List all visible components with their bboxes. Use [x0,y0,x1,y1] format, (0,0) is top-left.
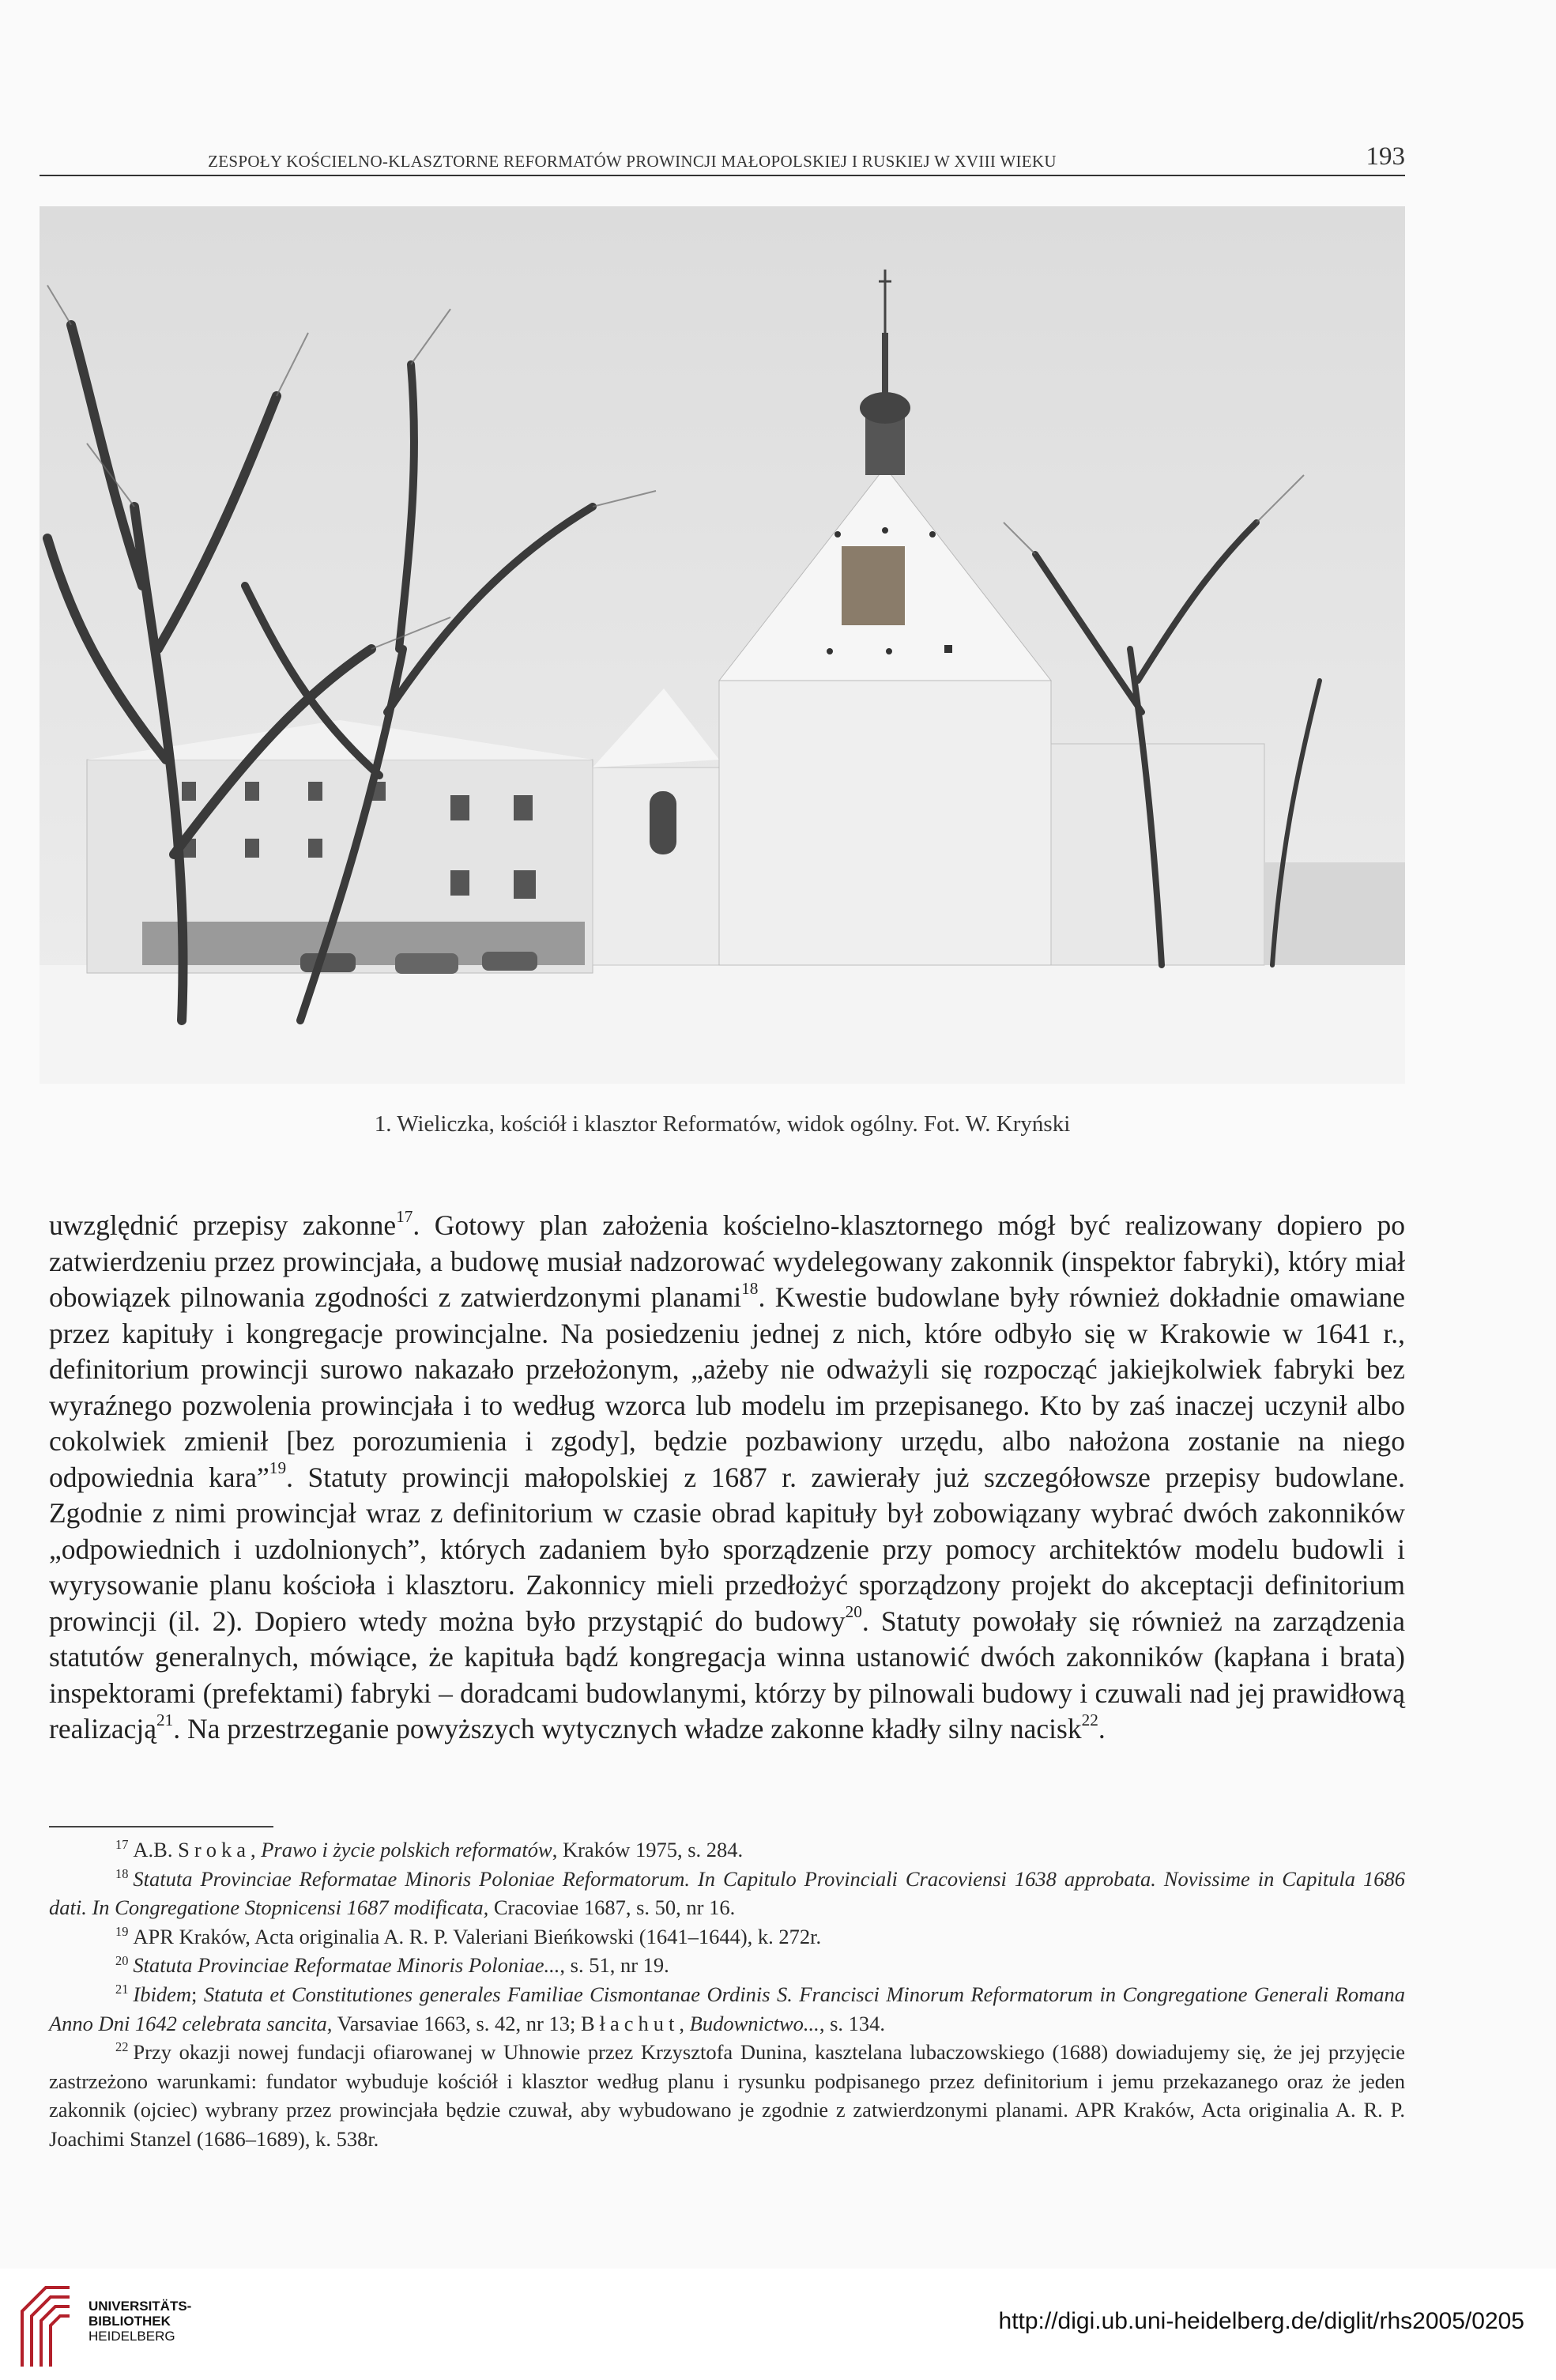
author-name: Błachut [580,2011,680,2035]
page-number: 193 [1366,142,1405,171]
running-title: ZESPOŁY KOŚCIELNO-KLASZTORNE REFORMATÓW PROWINCJI MAŁOPOLSKIEJ I RUSKIEJ W XVIII WIEKU [208,152,1057,171]
library-name [89,2299,191,2344]
footnote-ref: 20 [845,1602,862,1622]
footnote-title: Ibidem [133,1982,192,2006]
body-segment: . Statuty prowincji małopolskiej z 1687 r. zawierały już szczegółowsze przepisy budowlane. Zgodnie z nimi prowincjał wraz z definitorium w czasie obrad kapituły był zobowiązany wybrać dwóch zakonników „odpowiednich i uzdolnionych”, których zadaniem było sporządzenie przy pomocy architektów modelu budowli i wyrysowanie planu kościoła i klasztoru. Zakonnicy mieli przedłożyć sporządzony projekt do akceptacji definitorium prowincji (il. 2). Dopiero wtedy można było przystąpić do budowy [49,1461,1405,1637]
footnote-20 [49,1951,1405,1980]
body-segment: . Na przestrzeganie powyższych wytycznych władze zakonne kładły silny nacisk [173,1713,1082,1744]
library-name-line: HEIDELBERG [89,2329,175,2344]
footnote-ref: 18 [741,1278,759,1298]
figure-caption: 1. Wieliczka, kościół i klasztor Reformatów, widok ogólny. Fot. W. Kryński [374,1111,1071,1137]
footnote-text: ; [191,1982,204,2006]
footnote-ref: 17 [396,1206,413,1226]
footnote-number: 20 [115,1952,129,1968]
footnote-title: Statuta Provinciae Reformatae Minoris Poloniae... [133,1953,560,1978]
footnote-text: A.B. [133,1838,179,1861]
footnote-number: 18 [115,1865,129,1881]
footnote-text: APR Kraków, Acta originalia A. R. P. Valeriani Bieńkowski (1641–1644), k. 272r. [133,1924,822,1948]
footnote-text: , [679,2011,690,2035]
library-name-line: UNIVERSITÄTS- [89,2299,192,2314]
footnote-title: Budownictwo... [689,2011,819,2035]
footnote-22 [49,2038,1405,2153]
footnote-text: Varsaviae 1663, s. 42, nr 13; [332,2011,581,2035]
footnote-title: Prawo i życie polskich reformatów [261,1838,552,1861]
library-logo-icon [14,2280,76,2374]
footnote-text: , s. 51, nr 19. [559,1953,669,1978]
body-text [49,1208,1405,1748]
body-paragraph [49,1208,1405,1748]
footnote-ref: 19 [269,1458,287,1478]
church-photo [40,206,1405,1084]
footnote-17 [49,1835,1405,1865]
footnote-title: Statuta Provinciae Reformatae Minoris Poloniae Reformatorum. In Capitulo Provinciali Cracoviensi 1638 approbata. Novissime in Capitula 1686 dati. In Congregatione Stopnicensi 1687 modificata, [49,1866,1405,1920]
footnote-ref: 21 [156,1710,174,1729]
author-name: Sroka [178,1838,251,1861]
body-segment: . Statuty powołały się również na zarządzenia statutów generalnych, mówiące, że kapituła bądź kongregacja winna ustanowić dwóch zakonników (kapłana i brata) inspektorami (prefektami) fabryki – doradcami budowlanymi, którzy by pilnowali budowy i czuwali nad jej prawidłową realizacją [49,1605,1405,1744]
footnote-text: Przy okazji nowej fundacji ofiarowanej w Uhnowie przez Krzysztofa Dunina, kasztelana lubaczowskiego (1688) dowiadujemy się, że jej przyjęcie zastrzeżono warunkami: fundator wybuduje kościół i klasztor według planu i rysunku podpisanego przez definitorium i jemu przekazanego oraz że jeden zakonnik (ojciec) wybrany przez prowincjała będzie czuwał, aby wybudowano je zgodnie z zatwierdzonymi planami. APR Kraków, Acta originalia A. R. P. Joachimi Stanzel (1686–1689), k. 538r. [49,2040,1405,2151]
footnote-text: , [250,1838,262,1861]
source-url-link[interactable]: http://digi.ub.uni-heidelberg.de/diglit/rhs2005/0205 [998,2308,1524,2334]
footnote-18 [49,1865,1405,1922]
body-segment: uwzględnić przepisy zakonne [49,1209,397,1241]
footer [0,2269,1556,2380]
body-segment: . Kwestie budowlane były również dokładnie omawiane przez kapituły i kongregacje prowincjalne. Na posiedzeniu jednej z nich, które odbyło się w Krakowie w 1641 r., definitorium prowincji surowo nakazało przełożonym, „ażeby nie odważyli się rozpocząć jakiejkolwiek fabryki bez wyraźnego pozwolenia prowincjała i to według wzorca lub modelu im przepisanego. Kto by zaś inaczej uczynił albo cokolwiek zmienił [bez porozumienia i zgody], będzie pozbawiony urzędu, albo nałożona zostanie na niego odpowiednia kara” [49,1281,1405,1493]
footnote-text: , Kraków 1975, s. 284. [552,1838,744,1861]
footnote-ref: 22 [1081,1710,1098,1729]
body-segment: . Gotowy plan założenia kościelno-klasztornego mógł być realizowany dopiero po zatwierdzeniu przez prowincjała, a budowę musiał nadzorować wydelegowany zakonnik (inspektor fabryki), który miał obowiązek pilnowania zgodności z zatwierdzonymi planami [49,1209,1405,1313]
running-head [40,142,1405,176]
footnote-21 [49,1980,1405,2038]
footnote-rule [49,1826,273,1827]
footnote-number: 17 [115,1837,129,1853]
library-name-line: BIBLIOTHEK [89,2314,171,2329]
footnote-19 [49,1922,1405,1952]
body-segment: . [1098,1713,1106,1744]
footnote-number: 19 [115,1923,129,1939]
footnote-number: 22 [115,2039,129,2055]
footnotes [49,1835,1405,2154]
footnote-title: Statuta et Constitutiones generales Familiae Cismontanae Ordinis S. Francisci Minorum Reformatorum in Congregatione Generali Romana Anno Dni 1642 celebrata sancita, [49,1982,1405,2035]
footnote-text: Cracoviae 1687, s. 50, nr 16. [488,1895,736,1920]
footnote-number: 21 [115,1982,129,1997]
footnote-text: , s. 134. [819,2011,886,2035]
